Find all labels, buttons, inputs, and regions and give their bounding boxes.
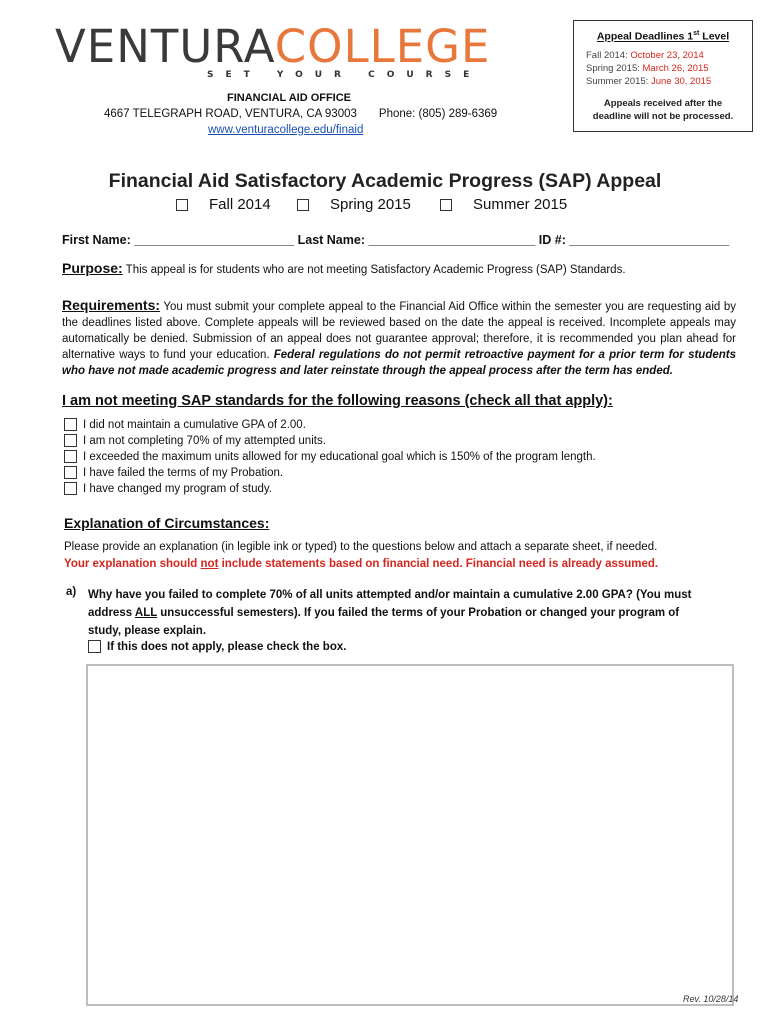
- office-phone: Phone: (805) 289-6369: [378, 108, 498, 120]
- answer-textarea[interactable]: [86, 664, 734, 1006]
- reasons-heading: I am not meeting SAP standards for the following reasons (check all that apply):: [62, 393, 613, 409]
- reason-probation[interactable]: I have failed the terms of my Probation.: [64, 466, 283, 479]
- reason-completion[interactable]: I am not completing 70% of my attempted units.: [64, 434, 326, 447]
- question-a-not-applicable[interactable]: If this does not apply, please check the box.: [88, 640, 346, 653]
- deadlines-title: Appeal Deadlines 1st Level: [596, 30, 730, 43]
- term-summer-option[interactable]: Summer 2015: [440, 196, 567, 213]
- reason-gpa-checkbox[interactable]: [64, 418, 77, 431]
- requirements-paragraph: Requirements: You must submit your complete appeal to the Financial Aid Office within the semester you are requesting aid by the deadlines listed above. Complete appeals will be reviewed based on the date the appeal is received. Incomplete appeals may automatically be denied. Submission of an appeal does not guarantee approval; therefore, it is recommended you plan ahead for alternative ways to fund your education. Federal regulations do not permit retroactive payment for a prior term for students who have not made academic progress and later reinstate through the appeal process after the term has ended.: [62, 297, 737, 377]
- term-fall-option[interactable]: Fall 2014: [176, 196, 271, 213]
- logo-tagline: SET YOUR COURSE: [207, 70, 482, 80]
- not-applicable-checkbox[interactable]: [88, 640, 101, 653]
- website-link[interactable]: www.venturacollege.edu/finaid: [208, 124, 364, 136]
- question-a-text: Why have you failed to complete 70% of all units attempted and/or maintain a cumulative 2.00 GPA? (You must address ALL unsuccessful semesters). If you failed the terms of your Probation or changed your program of study, please explain.: [88, 589, 692, 637]
- office-address: 4667 TELEGRAPH ROAD, VENTURA, CA 93003: [104, 108, 357, 120]
- reason-max-units[interactable]: I exceeded the maximum units allowed for my educational goal which is 150% of the program length.: [64, 450, 596, 463]
- logo-college: COLLEGE: [274, 20, 491, 73]
- explanation-heading: Explanation of Circumstances:: [64, 515, 270, 531]
- reason-program-change[interactable]: I have changed my program of study.: [64, 482, 272, 495]
- federal-regulations-note: Federal regulations do not permit retroactive payment for a prior term for students who have not made academic progress and later reinstate through the appeal process after the term has ended.: [62, 349, 737, 377]
- deadline-fall: Fall 2014: October 23, 2014: [586, 49, 704, 61]
- deadline-summer: Summer 2015: June 30, 2015: [586, 75, 712, 87]
- college-logo: [55, 22, 490, 80]
- logo-ventura: VENTURA: [55, 20, 275, 73]
- deadlines-box: [573, 20, 753, 132]
- term-summer-checkbox[interactable]: [440, 199, 452, 211]
- reason-gpa[interactable]: I did not maintain a cumulative GPA of 2.00.: [64, 418, 306, 431]
- reason-program-change-checkbox[interactable]: [64, 482, 77, 495]
- office-title: FINANCIAL AID OFFICE: [226, 92, 352, 104]
- term-fall-checkbox[interactable]: [176, 199, 188, 211]
- deadline-spring: Spring 2015: March 26, 2015: [586, 62, 709, 74]
- term-spring-checkbox[interactable]: [297, 199, 309, 211]
- form-title: Financial Aid Satisfactory Academic Progress (SAP) Appeal: [108, 170, 662, 192]
- term-spring-option[interactable]: Spring 2015: [297, 196, 411, 213]
- requirements-label: Requirements:: [62, 297, 161, 313]
- revision-date: Rev. 10/28/14: [683, 994, 739, 1004]
- question-a-letter: a): [66, 586, 77, 598]
- purpose-paragraph: Purpose: This appeal is for students who are not meeting Satisfactory Academic Progress (SAP) Standards.: [62, 260, 626, 276]
- reason-max-units-checkbox[interactable]: [64, 450, 77, 463]
- deadline-note: Appeals received after the deadline will not be processed.: [592, 97, 734, 122]
- reason-probation-checkbox[interactable]: [64, 466, 77, 479]
- reason-completion-checkbox[interactable]: [64, 434, 77, 447]
- explanation-warning: Your explanation should not include statements based on financial need. Financial need is already assumed.: [64, 558, 659, 570]
- purpose-label: Purpose:: [62, 260, 123, 276]
- explanation-instructions: Please provide an explanation (in legible ink or typed) to the questions below and attach a separate sheet, if needed.: [64, 541, 658, 553]
- address-line: [104, 108, 497, 120]
- student-info-fields[interactable]: First Name: _______________________ Last Name: ________________________ ID #: _______________________: [62, 233, 730, 247]
